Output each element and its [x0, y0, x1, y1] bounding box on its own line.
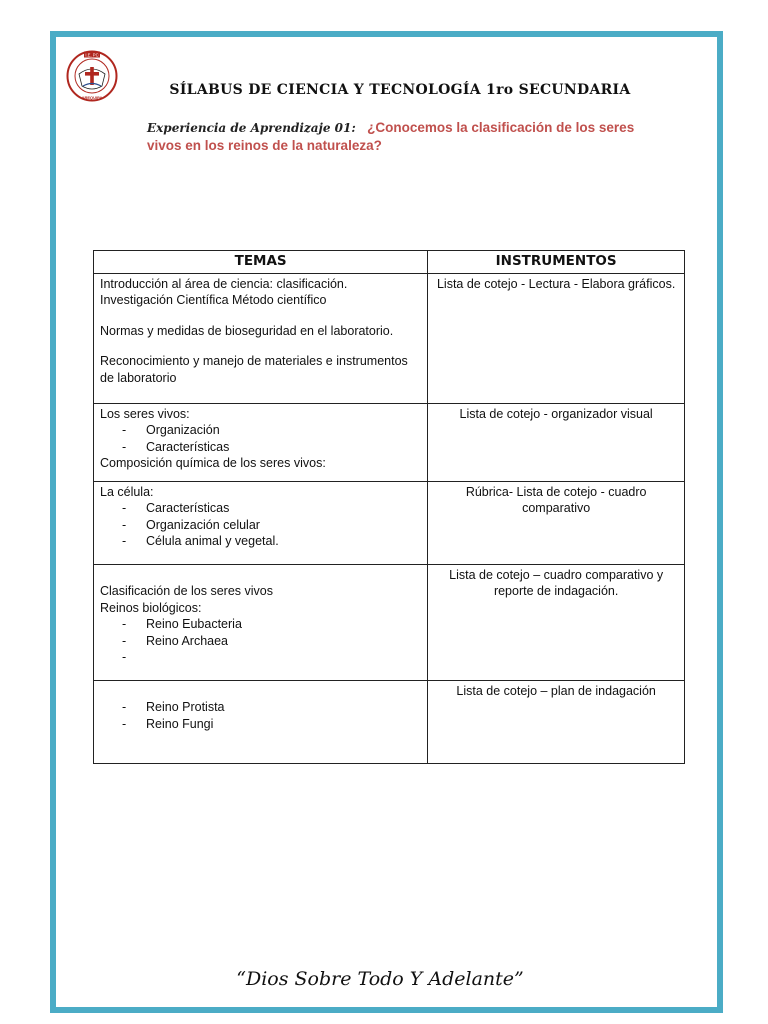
- experience-label: Experiencia de Aprendizaje 01:: [147, 121, 356, 135]
- tema-line: La célula:: [100, 485, 154, 499]
- table-row: [94, 404, 685, 482]
- instrumentos-cell: Rúbrica- Lista de cotejo - cuadro comparativo: [428, 482, 685, 565]
- instrumentos-cell: Lista de cotejo - organizador visual: [428, 404, 685, 482]
- header-instrumentos: INSTRUMENTOS: [428, 251, 685, 274]
- footer-motto: “Dios Sobre Todo Y Adelante”: [236, 968, 524, 990]
- spacer: [100, 683, 421, 699]
- instrumentos-cell: Lista de cotejo – cuadro comparativo y reporte de indagación.: [428, 565, 685, 681]
- table-header-row: [94, 251, 685, 274]
- tema-subitem: - Características: [122, 439, 230, 454]
- tema-subitem: - Reino Archaea: [122, 633, 229, 648]
- table-row: [94, 681, 685, 764]
- tema-line: de laboratorio: [100, 370, 177, 385]
- learning-experience: [147, 119, 667, 155]
- spacer: [100, 309, 421, 323]
- tema-line: Clasificación de los seres vivos: [100, 584, 273, 599]
- tema-line: Reinos biológicos:: [100, 600, 202, 615]
- tema-line: Introducción al área de ciencia: clasificación.: [100, 277, 348, 291]
- tema-subitem: - Características: [122, 501, 230, 516]
- spacer: [100, 567, 421, 583]
- logo-bottom-text: AREQUIPA: [81, 95, 103, 100]
- tema-subitem: -: [122, 650, 127, 665]
- table-row: [94, 565, 685, 681]
- temas-cell: [94, 404, 428, 482]
- instrumentos-cell: Lista de cotejo - Lectura - Elabora gráficos.: [428, 274, 685, 404]
- school-logo: [66, 50, 118, 102]
- tema-subitem: - Organización celular: [122, 517, 260, 532]
- spacer: [100, 339, 421, 353]
- tema-subitem: - Reino Eubacteria: [122, 617, 242, 632]
- tema-line: Investigación Científica Método científico: [100, 293, 327, 308]
- tema-line: Composición química de los seres vivos:: [100, 456, 326, 471]
- tema-line: Reconocimiento y manejo de materiales e instrumentos: [100, 354, 408, 369]
- table-row: [94, 274, 685, 404]
- page-title: SÍLABUS DE CIENCIA Y TECNOLOGÍA 1ro SECUNDARIA: [169, 82, 631, 98]
- tema-subitem: - Reino Fungi: [122, 716, 214, 731]
- table-row: [94, 482, 685, 565]
- temas-cell: [94, 565, 428, 681]
- logo-top-text: I.E. PC: [85, 52, 99, 58]
- syllabus-table: [93, 250, 685, 764]
- temas-cell: [94, 274, 428, 404]
- temas-cell: [94, 681, 428, 764]
- tema-subitem: - Reino Protista: [122, 700, 225, 715]
- temas-cell: [94, 482, 428, 565]
- tema-subitem: - Organización: [122, 423, 220, 438]
- instrumentos-cell: Lista de cotejo – plan de indagación: [428, 681, 685, 764]
- tema-line: Normas y medidas de bioseguridad en el laboratorio.: [100, 323, 394, 338]
- tema-line: Los seres vivos:: [100, 407, 190, 421]
- tema-subitem: - Célula animal y vegetal.: [122, 534, 279, 549]
- experience-question: ¿Conocemos la clasificación de los seres vivos en los reinos de la naturaleza?: [147, 120, 635, 153]
- header-temas: TEMAS: [94, 251, 428, 274]
